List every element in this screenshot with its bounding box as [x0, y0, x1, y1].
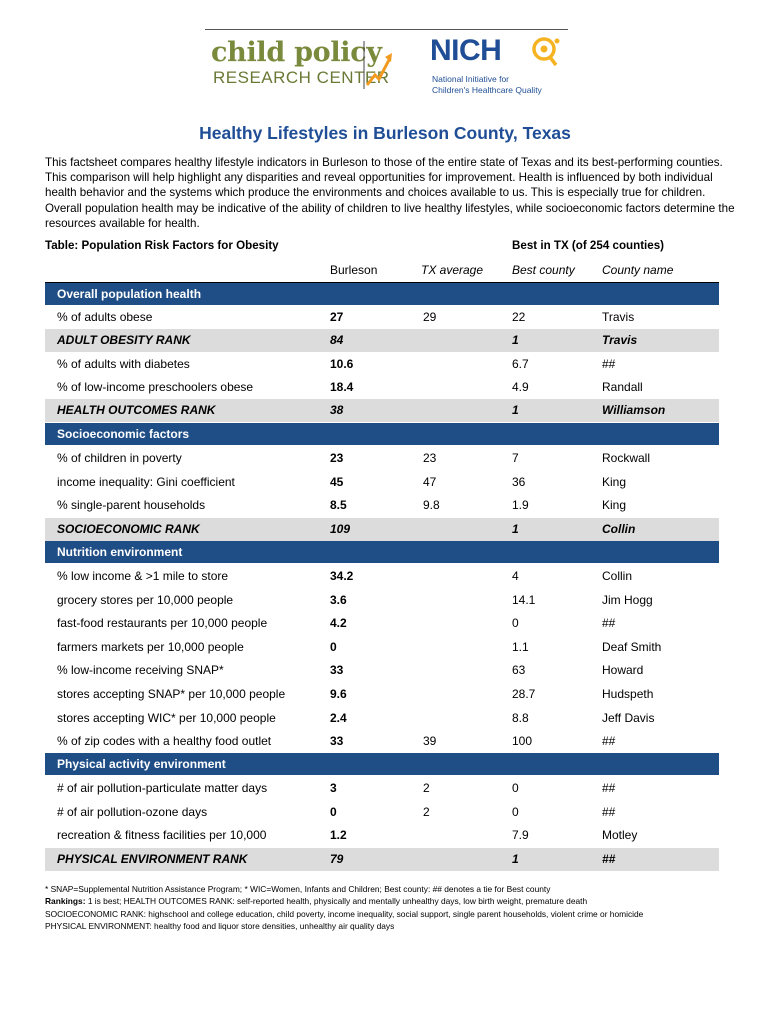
county-name-value: Travis: [602, 310, 635, 324]
county-name-value: King: [602, 475, 627, 489]
burleson-value: 3: [330, 781, 337, 795]
burleson-value: 0: [330, 805, 337, 819]
table-row: [45, 730, 719, 753]
row-label: % single-parent households: [57, 498, 206, 512]
section-title: Physical activity environment: [57, 757, 226, 771]
section-header: [45, 753, 719, 775]
county-name-value: Rockwall: [602, 451, 651, 465]
row-label: % of adults obese: [57, 310, 153, 324]
row-label: # of air pollution-particulate matter days: [57, 781, 268, 795]
burleson-value: 0: [330, 640, 337, 654]
footnote-abbreviations: * SNAP=Supplemental Nutrition Assistance Program; * WIC=Women, Infants and Children; Best county: ## denotes a tie for Best county: [45, 884, 551, 894]
best-county-value: 36: [512, 475, 526, 489]
best-county-value: 6.7: [512, 357, 529, 371]
row-label: stores accepting SNAP* per 10,000 people: [57, 687, 286, 701]
burleson-value: 10.6: [330, 357, 354, 371]
burleson-value: 3.6: [330, 593, 347, 607]
county-name-value: Howard: [602, 663, 644, 677]
best-county-value: 1.1: [512, 640, 529, 654]
tx-average-value: 47: [423, 475, 437, 489]
section-title: Overall population health: [57, 287, 202, 301]
burleson-value: 8.5: [330, 498, 347, 512]
row-label: HEALTH OUTCOMES RANK: [57, 403, 216, 417]
best-county-value: 4: [512, 569, 519, 583]
row-label: % low income & >1 mile to store: [57, 569, 229, 583]
burleson-value: 84: [330, 333, 344, 347]
county-name-value: ##: [602, 616, 616, 630]
table-row: [45, 707, 719, 730]
best-county-value: 7: [512, 451, 519, 465]
county-name-value: Jeff Davis: [602, 711, 655, 725]
rank-row: [45, 399, 719, 422]
table-caption: Table: Population Risk Factors for Obesity: [45, 239, 279, 252]
header-rule: [205, 29, 568, 30]
county-name-value: ##: [602, 805, 616, 819]
burleson-value: 18.4: [330, 380, 354, 394]
county-name-value: King: [602, 498, 627, 512]
table-row: [45, 777, 719, 800]
row-label: % of adults with diabetes: [57, 357, 190, 371]
table-row: [45, 683, 719, 706]
section-title: Nutrition environment: [57, 545, 183, 559]
best-county-value: 0: [512, 805, 519, 819]
growth-arrow-icon: [361, 41, 393, 89]
table-row: [45, 589, 719, 612]
county-name-value: ##: [602, 852, 616, 866]
county-name-value: Deaf Smith: [602, 640, 662, 654]
intro-paragraph: This factsheet compares healthy lifestyle indicators in Burleson to those of the entire state of Texas and its best-performing counties. This comparison will help highlight any disparities and reveal opportunities for improvement. Health is influenced by both individual health behavior and the systems which produce the environments and choices available to us. This is especially true for children. Overall population health may be indicative of the ability of children to live healthy lifestyles, while socioeconomic factors determine the resources available for health.: [45, 156, 735, 230]
table-row: [45, 376, 719, 399]
logo-subtitle: [432, 74, 582, 95]
tx-average-value: 23: [423, 451, 437, 465]
row-label: farmers markets per 10,000 people: [57, 640, 244, 654]
tx-average-value: 2: [423, 781, 430, 795]
logo-subtitle-line2: Children's Healthcare Quality: [432, 84, 542, 95]
burleson-value: 9.6: [330, 687, 347, 701]
table-row: [45, 801, 719, 824]
burleson-value: 33: [330, 734, 344, 748]
best-county-value: 4.9: [512, 380, 529, 394]
row-label: % of children in poverty: [57, 451, 182, 465]
county-name-value: ##: [602, 734, 616, 748]
footnotes: [45, 883, 745, 933]
best-county-value: 22: [512, 310, 526, 324]
county-name-value: ##: [602, 357, 616, 371]
rank-row: [45, 518, 719, 541]
best-county-value: 100: [512, 734, 533, 748]
best-county-value: 7.9: [512, 828, 529, 842]
table-row: [45, 306, 719, 329]
page-title: Healthy Lifestyles in Burleson County, Texas: [199, 123, 571, 143]
row-label: % of zip codes with a healthy food outlet: [57, 734, 272, 748]
best-county-value: 0: [512, 781, 519, 795]
logo-text-child-policy: child policy: [211, 37, 382, 68]
table-row: [45, 565, 719, 588]
county-name-value: Collin: [602, 569, 633, 583]
table-row: [45, 447, 719, 470]
best-county-value: 1: [512, 403, 519, 417]
footnote-socioeconomic: SOCIOECONOMIC RANK: highschool and college education, child poverty, income inequality, social support, single parent households, violent crime or homicide: [45, 908, 644, 919]
burleson-value: 27: [330, 310, 344, 324]
county-name-value: ##: [602, 781, 616, 795]
table-row: [45, 471, 719, 494]
logo-subtitle-line1: National Initiative for: [432, 74, 510, 84]
burleson-value: 33: [330, 663, 344, 677]
best-county-value: 14.1: [512, 593, 536, 607]
row-label: SOCIOECONOMIC RANK: [57, 522, 200, 536]
burleson-value: 109: [330, 522, 351, 536]
burleson-value: 34.2: [330, 569, 354, 583]
row-label: grocery stores per 10,000 people: [57, 593, 234, 607]
col-header-tx-average: TX average: [421, 263, 484, 277]
county-name-value: Randall: [602, 380, 643, 394]
best-county-value: 1: [512, 522, 519, 536]
section-header: [45, 283, 719, 305]
table-row: [45, 659, 719, 682]
footnote-physical: PHYSICAL ENVIRONMENT: healthy food and liquor store densities, unhealthy air quality days: [45, 921, 395, 932]
best-county-value: 0: [512, 616, 519, 630]
row-label: % of low-income preschoolers obese: [57, 380, 254, 394]
county-name-value: Travis: [602, 333, 638, 347]
burleson-value: 23: [330, 451, 344, 465]
best-county-value: 1: [512, 333, 519, 347]
best-county-value: 63: [512, 663, 526, 677]
row-label: recreation & fitness facilities per 10,000: [57, 828, 267, 842]
county-name-value: Williamson: [602, 403, 666, 417]
tx-average-value: 2: [423, 805, 430, 819]
table-row: [45, 494, 719, 517]
table-row: [45, 612, 719, 635]
row-label: % low-income receiving SNAP*: [57, 663, 224, 677]
best-county-value: 8.8: [512, 711, 529, 725]
col-header-burleson: Burleson: [330, 263, 378, 277]
county-name-value: Collin: [602, 522, 636, 536]
row-label: fast-food restaurants per 10,000 people: [57, 616, 268, 630]
best-county-value: 1: [512, 852, 519, 866]
nichq-q-icon: [532, 35, 562, 69]
county-name-value: Motley: [602, 828, 638, 842]
row-label: stores accepting WIC* per 10,000 people: [57, 711, 276, 725]
row-label: PHYSICAL ENVIRONMENT RANK: [57, 852, 248, 866]
best-county-value: 1.9: [512, 498, 529, 512]
county-name-value: Hudspeth: [602, 687, 654, 701]
burleson-value: 2.4: [330, 711, 347, 725]
burleson-value: 45: [330, 475, 344, 489]
col-header-best-county: Best county: [512, 263, 575, 277]
table-row: [45, 636, 719, 659]
row-label: ADULT OBESITY RANK: [57, 333, 191, 347]
tx-average-value: 39: [423, 734, 437, 748]
rank-row: [45, 329, 719, 352]
col-header-county-name: County name: [602, 263, 674, 277]
section-header: [45, 423, 719, 445]
burleson-value: 79: [330, 852, 344, 866]
child-policy-logo: [211, 37, 390, 93]
burleson-value: 1.2: [330, 828, 347, 842]
section-header: [45, 541, 719, 563]
best-in-tx-caption: Best in TX (of 254 counties): [512, 239, 665, 252]
burleson-value: 4.2: [330, 616, 347, 630]
table-row: [45, 824, 719, 847]
county-name-value: Jim Hogg: [602, 593, 653, 607]
table-row: [45, 353, 719, 376]
row-label: income inequality: Gini coefficient: [57, 475, 235, 489]
best-county-value: 28.7: [512, 687, 536, 701]
tx-average-value: 9.8: [423, 498, 440, 512]
nichq-logo: [430, 34, 570, 98]
logo-text-nichq: NICH: [430, 34, 502, 67]
section-title: Socioeconomic factors: [57, 427, 190, 441]
row-label: # of air pollution-ozone days: [57, 805, 208, 819]
footnote-rankings: Rankings: 1 is best; HEALTH OUTCOMES RANK: self-reported health, physically and mentally unhealthy days, low birth weight, premature death: [45, 896, 588, 907]
burleson-value: 38: [330, 403, 344, 417]
rank-row: [45, 848, 719, 871]
logo-text-research-center: RESEARCH CENTER: [213, 68, 390, 87]
tx-average-value: 29: [423, 310, 437, 324]
